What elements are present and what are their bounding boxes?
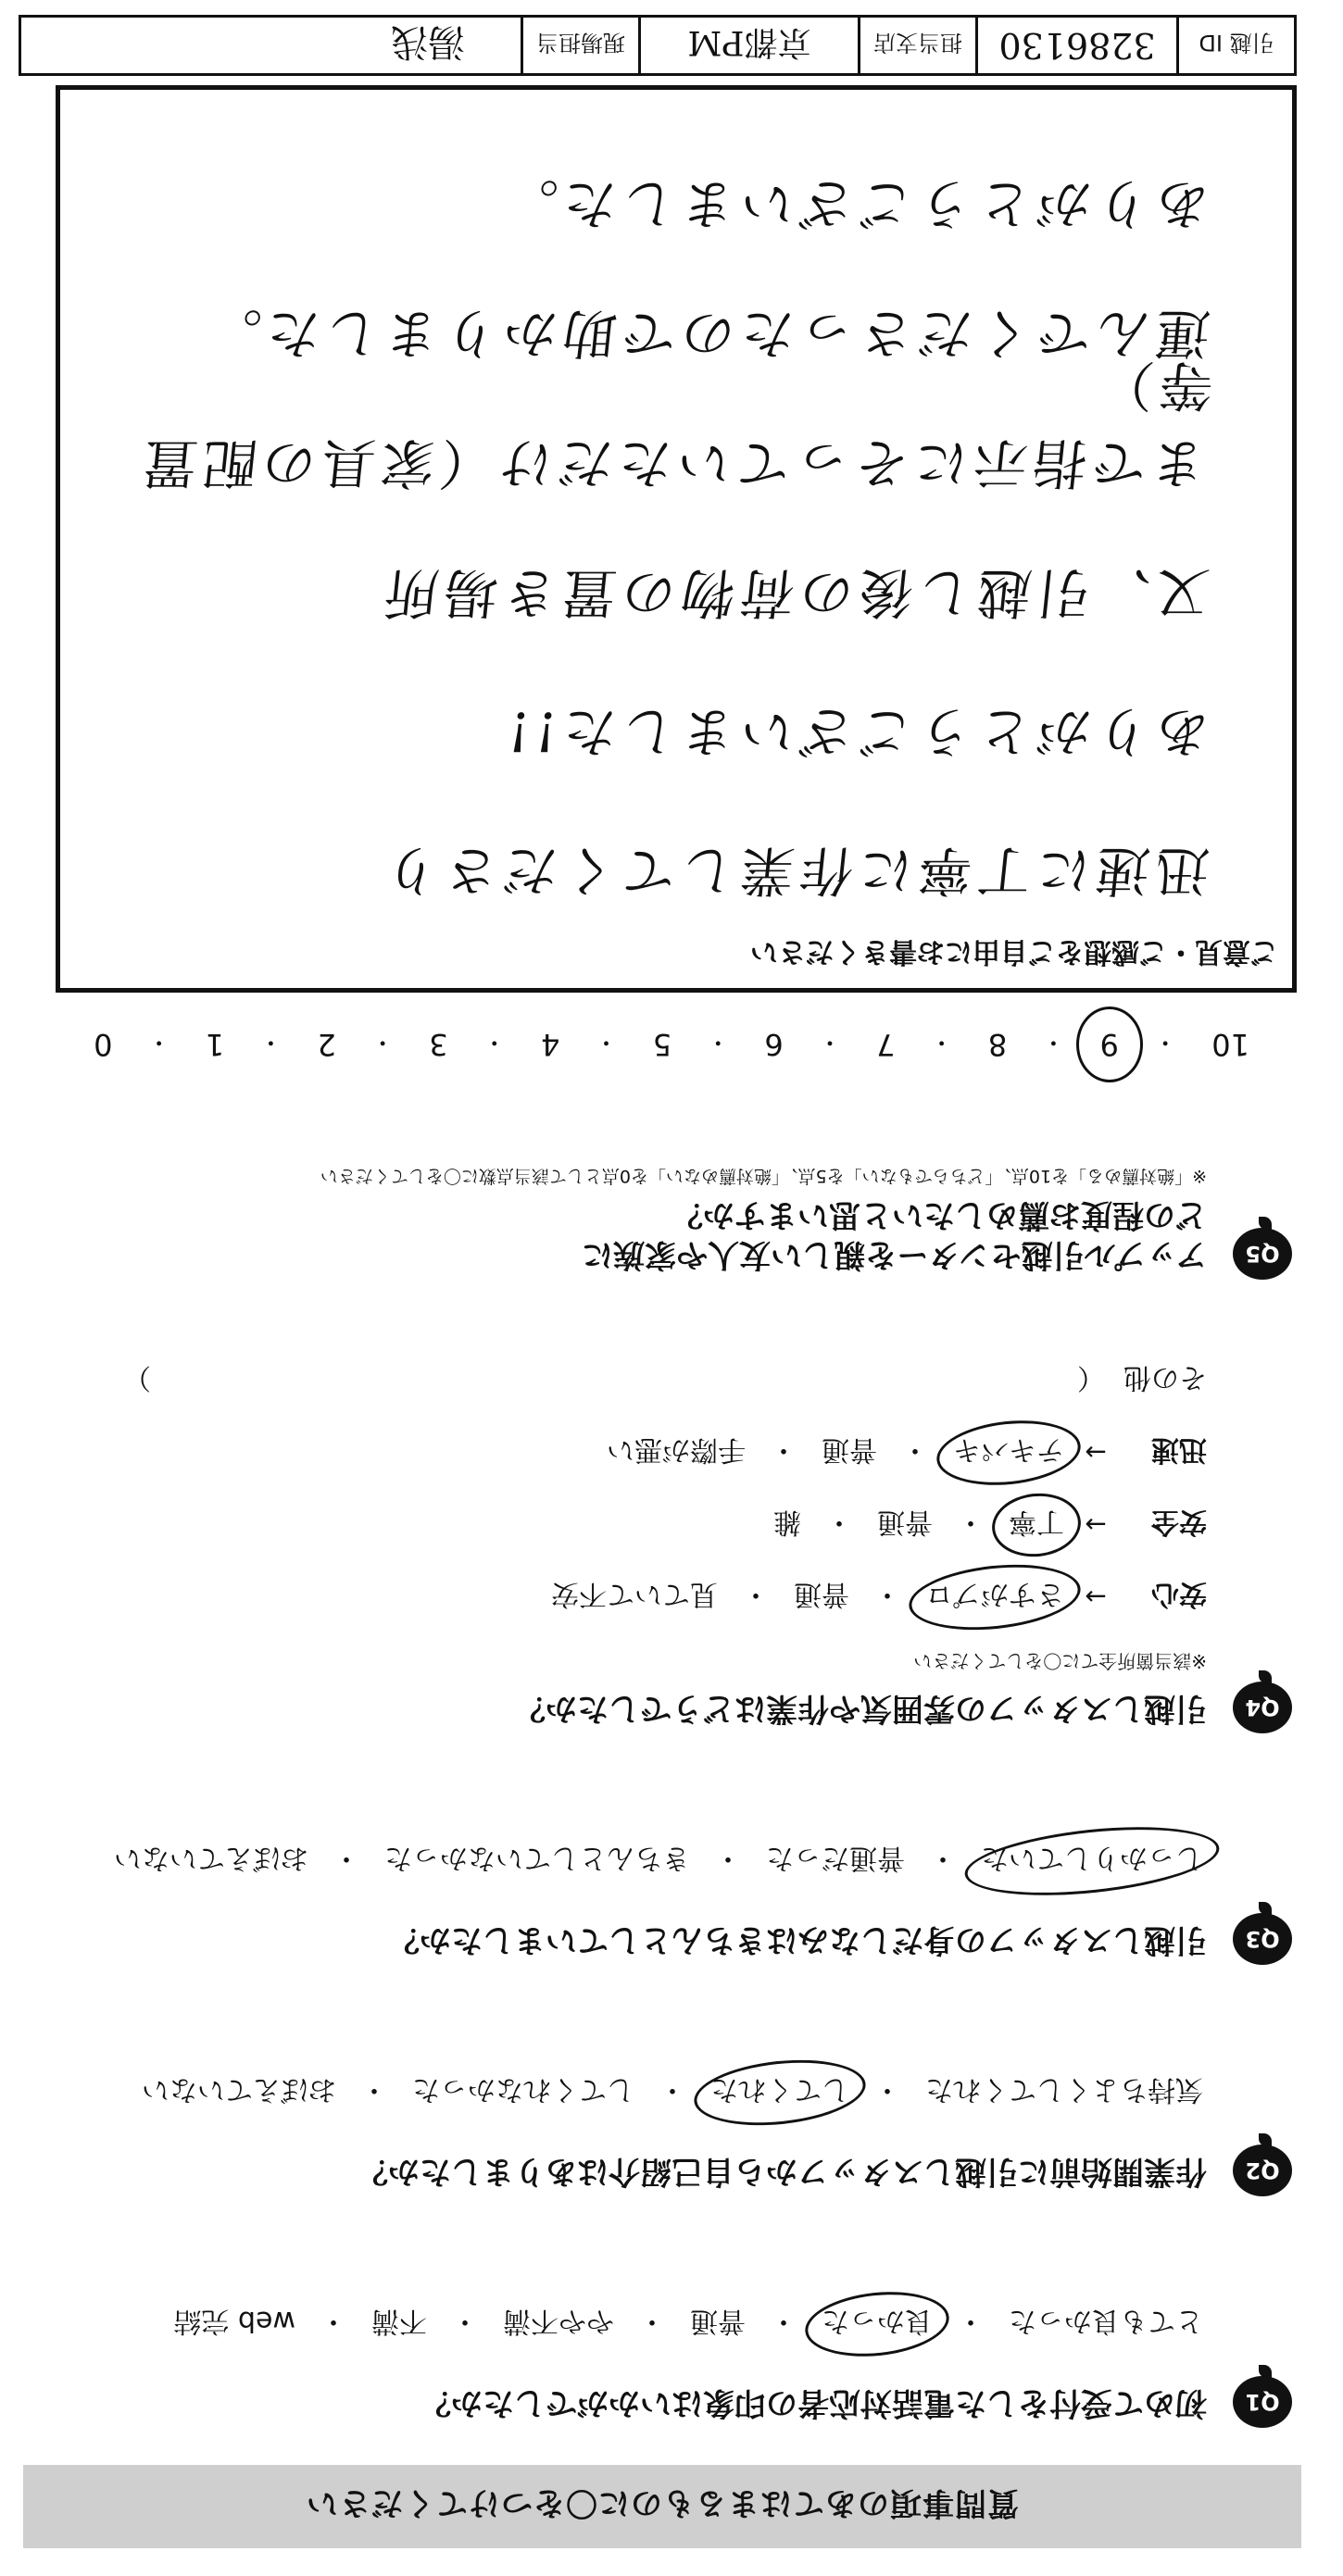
q1-badge: Q1 [1233, 2376, 1292, 2428]
comment-line: ありがとうございました!! [499, 700, 1213, 763]
id-value: 3286130 [975, 18, 1176, 73]
comment-box[interactable] [56, 85, 1297, 993]
branch-value: 京都PM [638, 18, 858, 73]
scale-option[interactable]: 6 [764, 1027, 784, 1062]
q3-option-selected[interactable]: しっかりしていた [977, 1841, 1207, 1882]
q1-options: とても良かった ・ 良かった ・ 普通 ・ やや不満 ・ 不満 ・ web 完結 [51, 2304, 1207, 2345]
q1-option[interactable]: web 完結 [173, 2305, 295, 2337]
instruction-band [23, 2465, 1301, 2548]
q3-option[interactable]: 普通だった [766, 1842, 905, 1874]
q1-option[interactable]: 不満 [371, 2305, 427, 2337]
q2-options: 気持ちよくしてくれた ・ してくれた ・ してくれなかった ・ おぼえていない [51, 2072, 1207, 2113]
branch-label: 担当支店 [858, 18, 975, 73]
q4-option-selected[interactable]: さすがプロ [922, 1577, 1068, 1618]
q4-option[interactable]: 雑 [773, 1506, 801, 1538]
q4-badge: Q4 [1233, 1682, 1292, 1733]
scale-option-selected[interactable]: 9 [1095, 1027, 1124, 1062]
comment-line: まで指示にそっていただけ（家具の配置等） [134, 354, 1217, 494]
q4-row-label: 迅速 [1151, 1433, 1207, 1466]
footer-info [19, 15, 1297, 76]
q4-row-anshin: 安心 → さすがプロ ・ 普通 ・ 見ていて不安 [51, 1577, 1207, 1618]
comment-line: 又、引越し後の荷物の置き場所 [375, 561, 1213, 624]
q5-text-line1: アップル引越センターを親しい友人や家族に [582, 1236, 1207, 1273]
scale-option[interactable]: 8 [987, 1027, 1008, 1062]
q3-text: 引越しスタッフの身だしなみはきちんとしていましたか？ [388, 1921, 1207, 1958]
q3-badge: Q3 [1233, 1913, 1292, 1965]
q1-option[interactable]: 普通 [690, 2305, 746, 2337]
scale-option[interactable]: 1 [205, 1027, 225, 1062]
q1-text: 初めて受付をした電話対応者の印象はいかがでしたか？ [420, 2384, 1207, 2421]
q5-text-line2: どの程度お薦めしたいと思いますか？ [672, 1196, 1207, 1234]
instruction-text: 質問事項のあてはまるものに〇をつけてください [306, 2484, 1019, 2522]
scale-option[interactable]: 2 [317, 1027, 336, 1062]
question-4 [51, 1360, 1292, 1733]
q4-row-label: 安心 [1151, 1578, 1207, 1610]
q4-option[interactable]: 手際が悪い [607, 1433, 746, 1466]
scale-option[interactable]: 10 [1211, 1027, 1249, 1062]
q4-text: 引越しスタッフの雰囲気や作業はどうでしたか？ [514, 1690, 1207, 1727]
q4-option[interactable]: 見ていて不安 [551, 1578, 718, 1610]
q4-other-label: その他 [1123, 1361, 1207, 1394]
q4-other-close: ） [123, 1361, 151, 1394]
scale-option[interactable]: 4 [540, 1027, 560, 1062]
q3-option[interactable]: きちんとしていなかった [384, 1842, 690, 1874]
question-5 [51, 1165, 1292, 1280]
q2-option[interactable]: おぼえていない [142, 2073, 336, 2106]
q4-other-open: （ [1077, 1361, 1105, 1394]
q4-option[interactable]: 普通 [822, 1433, 877, 1466]
q2-badge: Q2 [1233, 2145, 1292, 2196]
scale-option[interactable]: 7 [876, 1027, 896, 1062]
scale-option[interactable]: 5 [652, 1027, 672, 1062]
comment-title: ご意見・ご感想をご自由にお書きください [750, 935, 1278, 968]
q4-note: ※該当箇所全てに〇をしてください [913, 1650, 1207, 1672]
scale-option[interactable]: 3 [429, 1027, 448, 1062]
q1-option[interactable]: とても良かった [1009, 2305, 1203, 2337]
q4-row-jinsoku: 迅速 → テキパキ ・ 普通 ・ 手際が悪い [51, 1432, 1207, 1473]
id-label: 引越 ID [1176, 18, 1294, 73]
q2-text: 作業開始前に引越しスタッフから自己紹介はありましたか？ [357, 2153, 1207, 2190]
q4-option[interactable]: 普通 [794, 1578, 849, 1610]
question-1 [51, 2304, 1292, 2428]
q4-other-row [51, 1360, 1207, 1401]
scale-option[interactable]: 0 [94, 1027, 113, 1062]
q4-option[interactable]: 普通 [877, 1506, 933, 1538]
question-3 [51, 1841, 1292, 1965]
comment-line: 迅速に丁寧に作業してくださり [375, 839, 1213, 902]
q2-option[interactable]: してくれなかった [412, 2073, 634, 2106]
q5-scale: 10 ・ 9 ・ 8 ・ 7 ・ 6 ・ 5 ・ 4 ・ 3 ・ 2 ・ 1 ・ 0 [51, 1027, 1292, 1062]
q1-option[interactable]: やや不満 [503, 2305, 614, 2337]
q4-option-selected[interactable]: 丁寧 [1005, 1505, 1068, 1545]
leader-label: 現場担当 [521, 18, 638, 73]
q4-option-selected[interactable]: テキパキ [949, 1432, 1068, 1473]
q5-note: ※「絶対薦める」を10点、「どちらでもない」を5点、「絶対薦めない」を0点として該当点数に〇をしてください [320, 1166, 1207, 1186]
q4-row-label: 安全 [1151, 1506, 1207, 1538]
arrow-right-icon: → [1085, 1582, 1107, 1613]
arrow-right-icon: → [1085, 1509, 1107, 1541]
comment-line: ありがとうございました。 [494, 172, 1213, 235]
leader-signature: 湯浅 [391, 20, 465, 64]
q5-badge: Q5 [1233, 1228, 1292, 1280]
q2-option[interactable]: 気持ちよくしてくれた [925, 2073, 1203, 2106]
q2-option-selected[interactable]: してくれた [707, 2072, 853, 2113]
q3-options: しっかりしていた ・ 普通だった ・ きちんとしていなかった ・ おぼえていない [51, 1841, 1207, 1882]
q4-row-anzen: 安全 → 丁寧 ・ 普通 ・ 雑 [51, 1505, 1207, 1545]
q5-text [582, 1195, 1207, 1280]
arrow-right-icon: → [1085, 1437, 1107, 1469]
q1-option-selected[interactable]: 良かった [818, 2304, 936, 2345]
question-2 [51, 2072, 1292, 2196]
q3-option[interactable]: おぼえていない [114, 1842, 308, 1874]
comment-line: 運んでくださったので助かりました。 [197, 302, 1213, 365]
